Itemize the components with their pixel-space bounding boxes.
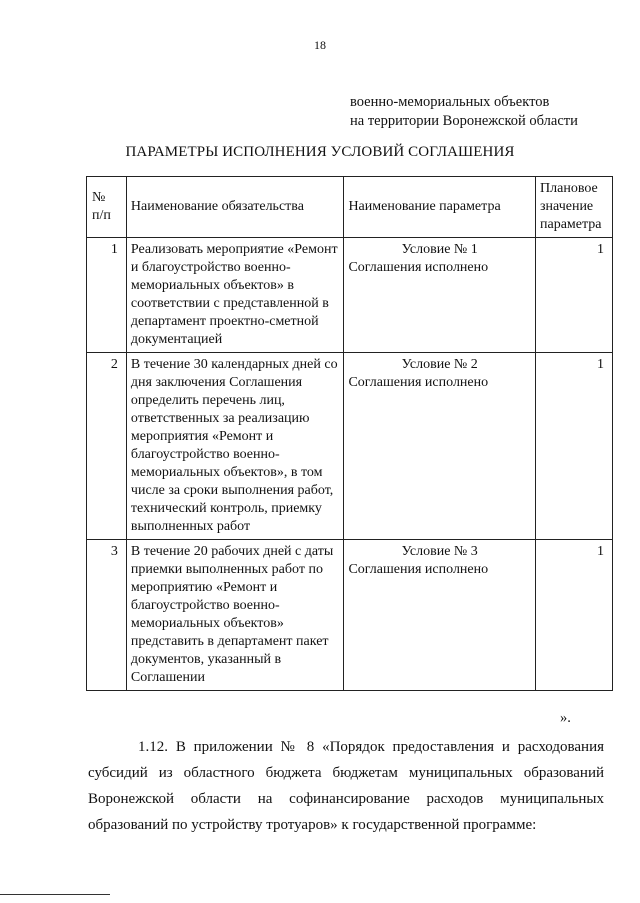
header-line-1: военно-мемориальных объектов bbox=[350, 94, 550, 110]
row-obligation: В течение 20 рабочих дней с даты приемки выполненных работ по мероприятию «Ремонт и благоустройство военно-мемориальных объектов» представить в департамент пакет документов, указанный в Соглашении bbox=[126, 540, 344, 691]
row-num: 2 bbox=[87, 353, 127, 540]
row-num: 1 bbox=[87, 238, 127, 353]
row-value: 1 bbox=[536, 238, 613, 353]
row-parameter-line1: Условие № 3 bbox=[401, 544, 478, 559]
row-parameter-line2: Соглашения исполнено bbox=[348, 260, 489, 275]
footer-rule bbox=[0, 894, 110, 895]
row-parameter bbox=[344, 353, 536, 540]
header-plan-value bbox=[536, 177, 613, 238]
row-parameter-line1: Условие № 1 bbox=[401, 242, 478, 257]
amendment-paragraph bbox=[88, 734, 604, 838]
table-row bbox=[87, 238, 613, 353]
header-plan-line1: Плановое bbox=[540, 181, 598, 196]
header-line-2: на территории Воронежской области bbox=[350, 113, 578, 129]
header-parameter: Наименование параметра bbox=[344, 177, 536, 238]
header-num-line2: п/п bbox=[92, 208, 111, 223]
parameters-table bbox=[86, 176, 613, 691]
row-parameter bbox=[344, 238, 536, 353]
document-title: ПАРАМЕТРЫ ИСПОЛНЕНИЯ УСЛОВИЙ СОГЛАШЕНИЯ bbox=[125, 144, 515, 160]
table-row bbox=[87, 540, 613, 691]
header-num bbox=[87, 177, 127, 238]
closing-quote: ». bbox=[560, 710, 571, 726]
header-num-line1: № bbox=[92, 190, 106, 205]
row-parameter bbox=[344, 540, 536, 691]
table-row bbox=[87, 353, 613, 540]
row-value: 1 bbox=[536, 353, 613, 540]
page-number: 18 bbox=[314, 38, 326, 52]
header-attachment-caption bbox=[350, 93, 578, 131]
row-obligation: В течение 30 календарных дней со дня заключения Соглашения определить перечень лиц, ответственных за реализацию мероприятия «Ремонт и благоустройство военно-мемориальных объектов», в том числе за сроки выполнения работ, технический контроль, приемку выполненных работ bbox=[126, 353, 344, 540]
table-header-row bbox=[87, 177, 613, 238]
header-plan-line2: значение bbox=[540, 199, 594, 214]
row-parameter-line2: Соглашения исполнено bbox=[348, 375, 489, 390]
amendment-paragraph-text: 1.12. В приложении № 8 «Порядок предоставления и расходования субсидий из областного бюджета бюджетам муниципальных образований Воронежской области на софинансирование расходов муниципальных образований по устройству тротуаров» к государственной программе: bbox=[88, 739, 604, 833]
row-parameter-line2: Соглашения исполнено bbox=[348, 562, 489, 577]
row-parameter-line1: Условие № 2 bbox=[401, 357, 478, 372]
row-value: 1 bbox=[536, 540, 613, 691]
header-plan-line3: параметра bbox=[540, 217, 602, 232]
row-obligation: Реализовать мероприятие «Ремонт и благоустройство военно-мемориальных объектов» в соответствии с представленной в департамент проектно-сметной документацией bbox=[126, 238, 344, 353]
row-num: 3 bbox=[87, 540, 127, 691]
header-obligation: Наименование обязательства bbox=[126, 177, 344, 238]
